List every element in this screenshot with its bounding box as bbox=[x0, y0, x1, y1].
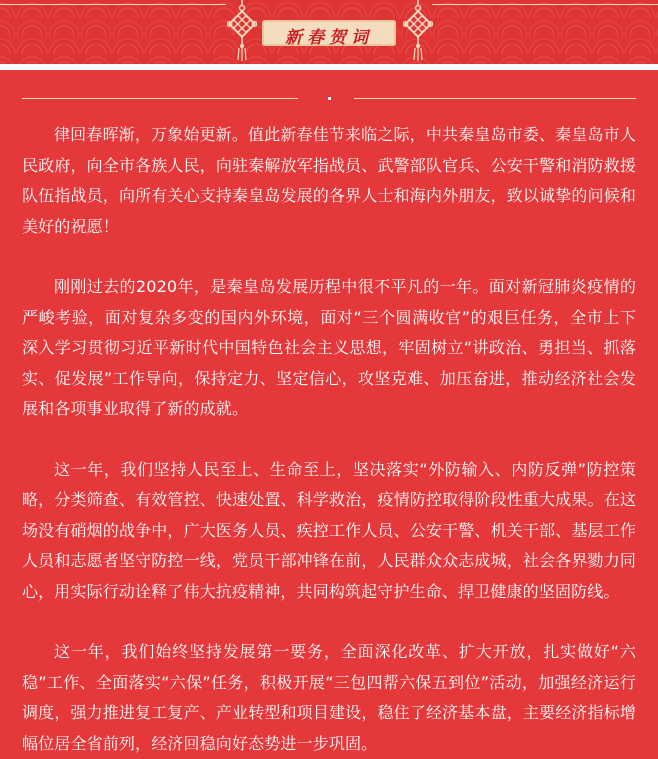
chinese-knot-icon bbox=[403, 0, 433, 64]
divider-dot bbox=[328, 97, 331, 100]
banner-line-right bbox=[432, 4, 658, 5]
article-paragraph: 这一年，我们始终坚持发展第一要务，全面深化改革、扩大开放，扎实做好“六稳”工作、全面落实“六保”任务，积极开展“三包四帮六保五到位”活动，加强经济运行调度，强力推进复工复产、产业转型和项目建设，稳住了经济基本盘，主要经济指标增幅位居全省前列，经济回稳向好态势进一步巩固。 bbox=[22, 642, 636, 753]
banner-line-left bbox=[0, 4, 226, 5]
header-banner bbox=[0, 0, 658, 64]
divider-line-right bbox=[354, 98, 636, 99]
article-paragraph: 这一年，我们坚持人民至上、生命至上，坚决落实“外防输入、内防反弹”防控策略，分类筛查、有效管控、快速处置、科学救治，疫情防控取得阶段性重大成果。在这场没有硝烟的战争中，广大医务人员、疾控工作人员、公安干警、机关干部、基层工作人员和志愿者坚守防控一线，党员干部冲锋在前，人民群众众志成城，社会各界勠力同心，用实际行动诠释了伟大抗疫精神，共同构筑起守护生命、捍卫健康的坚固防线。 bbox=[22, 459, 636, 601]
section-divider bbox=[22, 70, 636, 106]
article-paragraph: 律回春晖渐，万象始更新。值此新春佳节来临之际，中共秦皇岛市委、秦皇岛市人民政府，向全市各族人民，向驻秦解放军指战员、武警部队官兵、公安干警和消防救援队伍指战员，向所有关心支持秦皇岛发展的各界人士和海内外朋友，致以诚挚的问候和美好的祝愿！ bbox=[22, 125, 636, 236]
title-plaque bbox=[262, 20, 396, 46]
article-paragraph: 刚刚过去的2020年，是秦皇岛发展历程中很不平凡的一年。面对新冠肺炎疫情的严峻考验，面对复杂多变的国内外环境，面对“三个圆满收官”的艰巨任务，全市上下深入学习贯彻习近平新时代中国特色社会主义思想，牢固树立“讲政治、勇担当、抓落实、促发展”工作导向，保持定力、坚定信心，攻坚克难、加压奋进，推动经济社会发展和各项事业取得了新的成就。 bbox=[22, 277, 636, 418]
divider-line-left bbox=[22, 98, 298, 99]
chinese-knot-icon bbox=[227, 0, 257, 64]
article-body bbox=[0, 70, 658, 753]
page-title: 新春贺词 bbox=[285, 28, 373, 48]
